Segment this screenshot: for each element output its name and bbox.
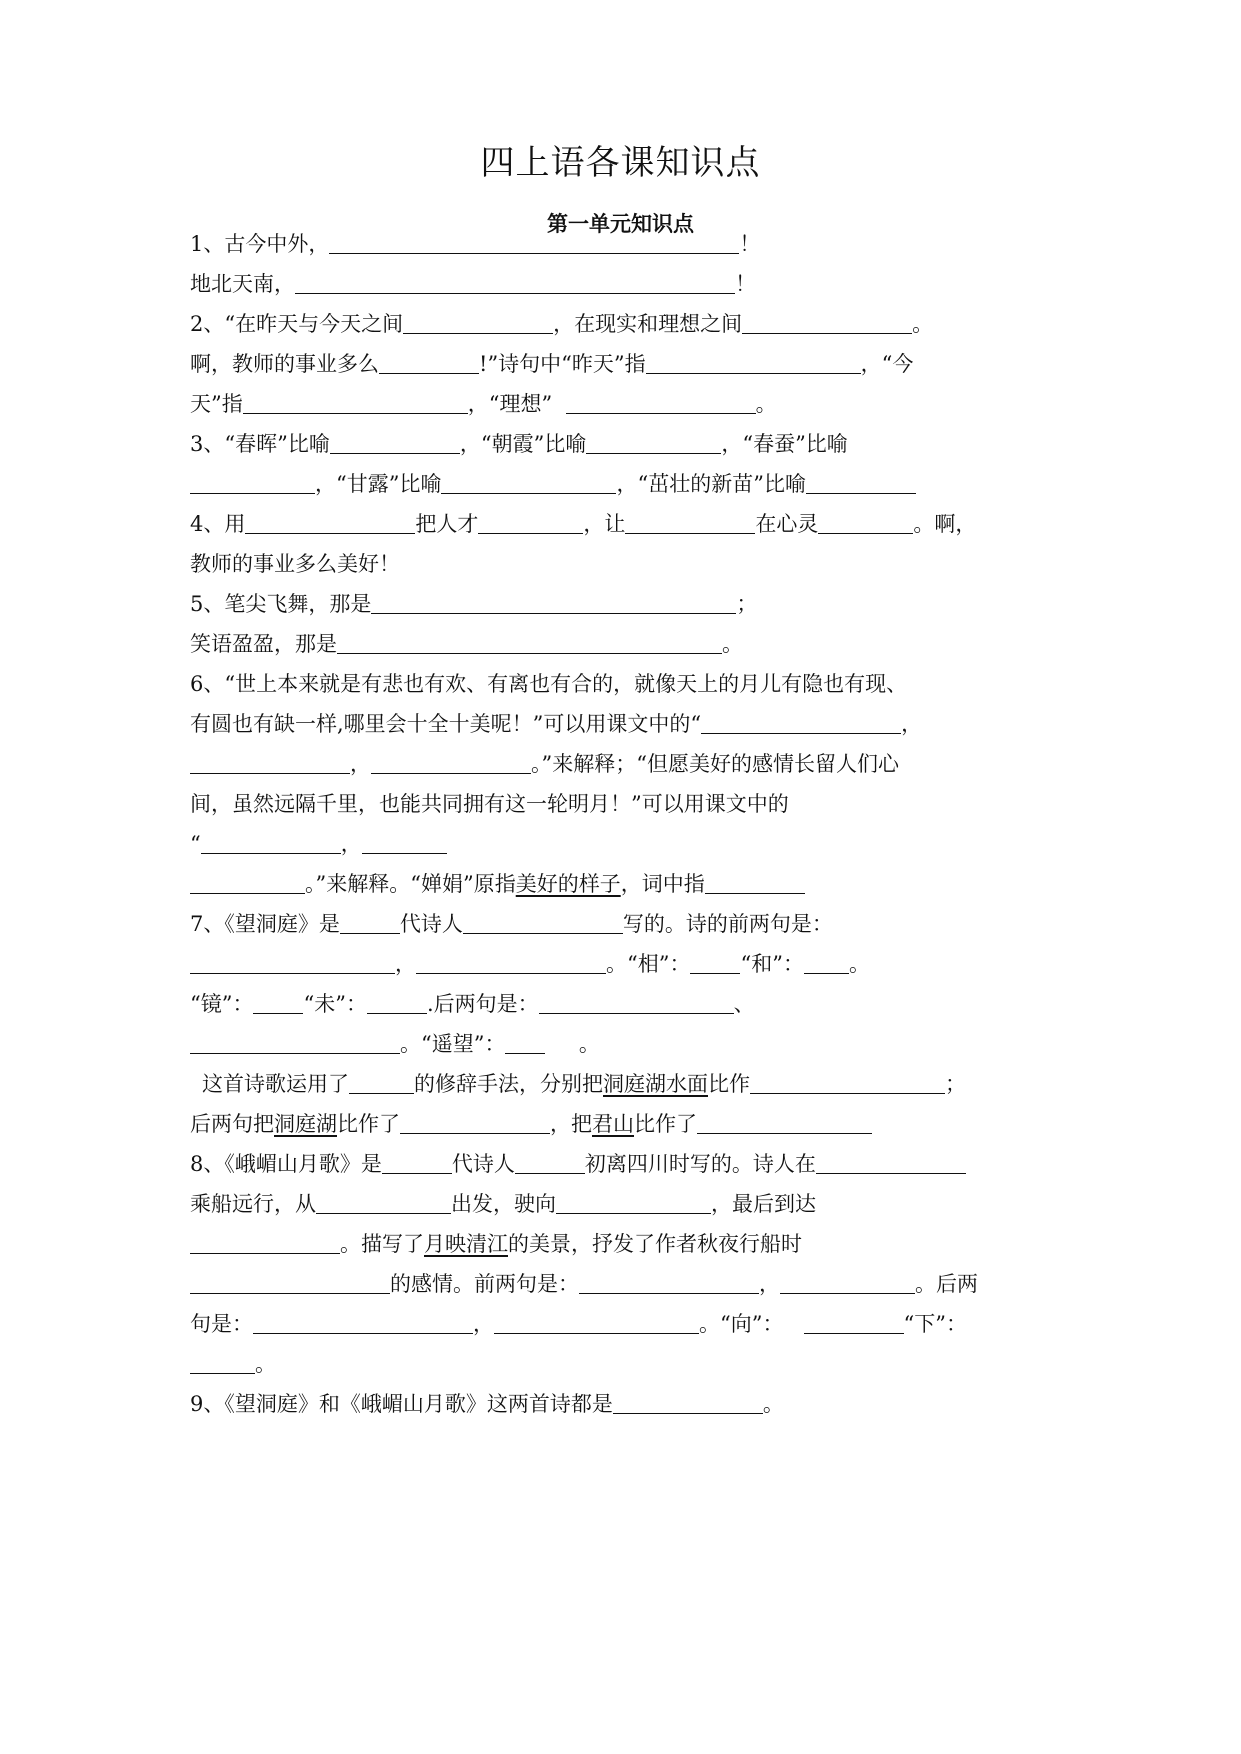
answer-blank[interactable] xyxy=(190,873,305,894)
question-8-line-6: 。 xyxy=(190,1348,1070,1378)
answer-blank[interactable] xyxy=(337,633,722,654)
answer-blank[interactable] xyxy=(253,993,303,1014)
answer-blank[interactable] xyxy=(701,713,901,734)
answer-blank[interactable] xyxy=(804,1313,904,1334)
answer-blank[interactable] xyxy=(742,313,912,334)
answer-blank[interactable] xyxy=(566,393,756,414)
answer-blank[interactable] xyxy=(340,913,400,934)
question-8-line-3: 。描写了月映清江的美景，抒发了作者秋夜行船时 xyxy=(190,1228,1070,1258)
question-1-line-1: 1、古今中外， ！ xyxy=(190,232,761,256)
question-4-line-2: 教师的事业多么美好！ xyxy=(190,552,400,576)
question-3-line-1: 3、“春晖”比喻 ，“朝霞”比喻 ，“春蚕”比喻 xyxy=(190,432,848,456)
answer-blank[interactable] xyxy=(463,913,623,934)
answer-blank[interactable] xyxy=(201,833,341,854)
answer-blank[interactable] xyxy=(539,993,734,1014)
answer-blank[interactable] xyxy=(478,513,583,534)
answer-blank[interactable] xyxy=(190,1353,255,1374)
answer-blank[interactable] xyxy=(804,953,849,974)
question-8-line-2: 乘船远行，从 出发，驶向 ，最后到达 xyxy=(190,1192,816,1216)
question-7-line-3: “镜”： “未”： .后两句是： 、 xyxy=(190,992,755,1016)
answer-blank[interactable] xyxy=(579,1273,759,1294)
answer-blank[interactable] xyxy=(316,1193,451,1214)
question-6-line-5: “ ， xyxy=(190,828,1070,858)
question-5-line-2: 笑语盈盈，那是 。 xyxy=(190,632,743,656)
question-8-line-5: 句是： ， 。“向”： “下”： xyxy=(190,1312,967,1336)
answer-blank[interactable] xyxy=(816,1153,966,1174)
answer-blank[interactable] xyxy=(403,313,553,334)
answer-blank[interactable] xyxy=(586,433,721,454)
answer-blank[interactable] xyxy=(613,1393,763,1414)
question-5-line-1: 5、笔尖飞舞，那是 ； xyxy=(190,592,758,616)
question-6-line-3: ， 。”来解释；“但愿美好的感情长留人们心 xyxy=(190,748,1070,778)
question-7-line-1: 7、《望洞庭》是 代诗人 写的。诗的前两句是： xyxy=(190,912,833,936)
question-6-line-2: 有圆也有缺一样,哪里会十全十美呢！”可以用课文中的“ ， xyxy=(190,712,923,736)
answer-blank[interactable] xyxy=(243,393,468,414)
answer-blank[interactable] xyxy=(690,953,740,974)
section-title: 第一单元知识点 xyxy=(547,211,694,236)
answer-blank[interactable] xyxy=(349,1073,414,1094)
answer-blank[interactable] xyxy=(705,873,805,894)
answer-blank[interactable] xyxy=(253,1313,473,1334)
question-8-line-1: 8、《峨嵋山月歌》是 代诗人 初离四川时写的。诗人在 xyxy=(190,1148,1070,1178)
question-7-line-4: 。“遥望”： 。 xyxy=(190,1028,1070,1058)
answer-blank[interactable] xyxy=(190,473,315,494)
answer-blank[interactable] xyxy=(362,833,447,854)
question-7-line-2: ， 。“相”： “和”： 。 xyxy=(190,948,1070,978)
answer-blank[interactable] xyxy=(367,993,427,1014)
answer-blank[interactable] xyxy=(330,433,460,454)
answer-blank[interactable] xyxy=(818,513,913,534)
page-title: 四上语各课知识点 xyxy=(480,143,761,183)
answer-blank[interactable] xyxy=(190,953,395,974)
answer-blank[interactable] xyxy=(750,1073,945,1094)
answer-blank[interactable] xyxy=(371,593,736,614)
answer-blank[interactable] xyxy=(625,513,755,534)
answer-blank[interactable] xyxy=(190,1233,340,1254)
answer-blank[interactable] xyxy=(400,1113,550,1134)
answer-blank[interactable] xyxy=(371,753,531,774)
answer-blank[interactable] xyxy=(416,953,606,974)
answer-blank[interactable] xyxy=(697,1113,872,1134)
answer-blank[interactable] xyxy=(245,513,415,534)
answer-blank[interactable] xyxy=(190,1033,400,1054)
question-4-line-1: 4、用 把人才 ，让 在心灵 。啊， xyxy=(190,512,977,536)
question-1-line-2: 地北天南， ！ xyxy=(190,272,756,296)
answer-blank[interactable] xyxy=(295,273,735,294)
question-6-line-6: 。”来解释。“婵娟”原指美好的样子，词中指 xyxy=(190,868,1070,898)
question-2-line-1: 2、“在昨天与今天之间 ，在现实和理想之间 。 xyxy=(190,312,934,336)
question-6-line-1: 6、“世上本来就是有悲也有欢、有离也有合的，就像天上的月儿有隐也有现、 xyxy=(190,672,908,696)
question-6-line-4: 间，虽然远隔千里，也能共同拥有这一轮明月！”可以用课文中的 xyxy=(190,792,789,816)
question-3-line-2: ，“甘露”比喻 ，“茁壮的新苗”比喻 xyxy=(190,468,1070,498)
answer-blank[interactable] xyxy=(190,1273,390,1294)
question-7-line-5: 这首诗歌运用了 的修辞手法，分别把洞庭湖水面比作 ； xyxy=(202,1072,966,1096)
answer-blank[interactable] xyxy=(190,753,350,774)
question-8-line-4: 的感情。前两句是： ， 。后两 xyxy=(190,1268,1070,1298)
answer-blank[interactable] xyxy=(646,353,861,374)
answer-blank[interactable] xyxy=(515,1153,585,1174)
answer-blank[interactable] xyxy=(556,1193,711,1214)
answer-blank[interactable] xyxy=(329,233,739,254)
question-2-line-3: 天”指 ，“理想” 。 xyxy=(190,392,777,416)
answer-blank[interactable] xyxy=(780,1273,915,1294)
answer-blank[interactable] xyxy=(806,473,916,494)
answer-blank[interactable] xyxy=(494,1313,699,1334)
answer-blank[interactable] xyxy=(441,473,616,494)
answer-blank[interactable] xyxy=(379,353,479,374)
answer-blank[interactable] xyxy=(505,1033,545,1054)
question-9-line-1: 9、《望洞庭》和《峨嵋山月歌》这两首诗都是 。 xyxy=(190,1392,784,1416)
question-2-line-2: 啊，教师的事业多么 !”诗句中“昨天”指 ，“今 xyxy=(190,352,914,376)
question-7-line-6: 后两句把洞庭湖比作了 ，把君山比作了 xyxy=(190,1108,1070,1138)
answer-blank[interactable] xyxy=(382,1153,452,1174)
